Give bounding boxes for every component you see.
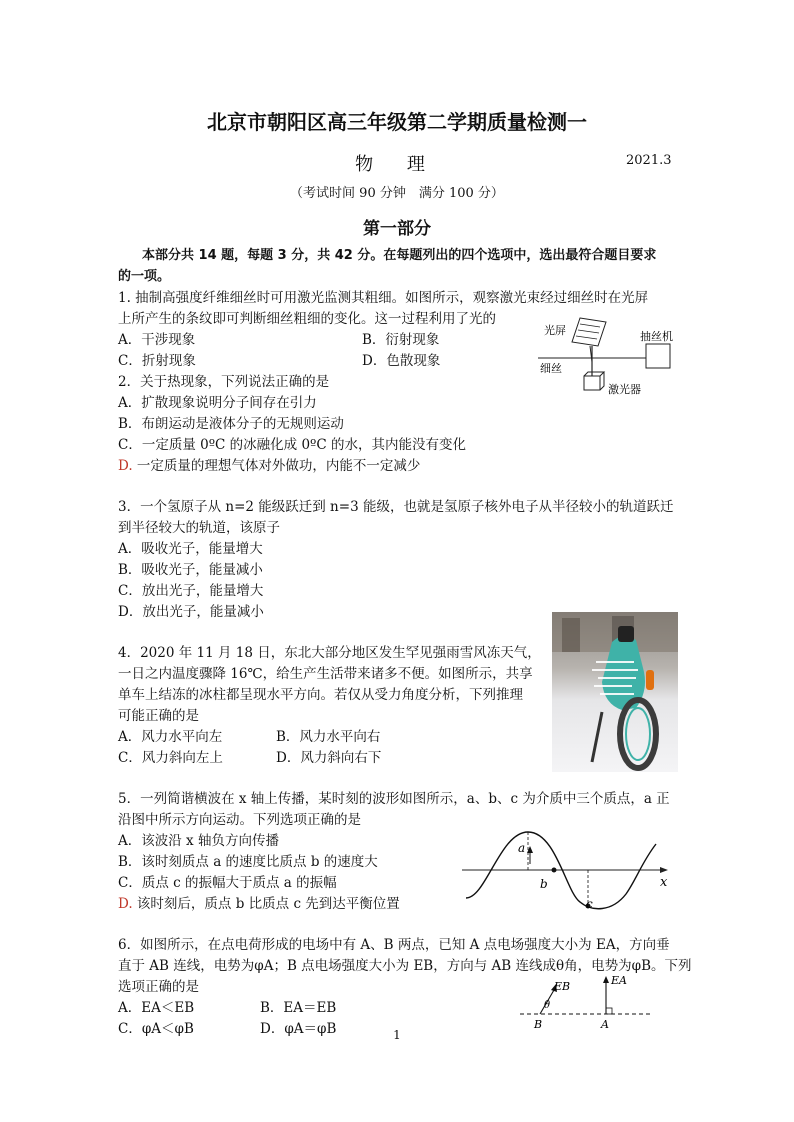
q4-option-b: B．风力水平向右 [276,729,381,745]
q4-stem-2: 一日之内温度骤降 16℃，给生产生活带来诸多不便。如图所示，共享 [118,666,533,682]
part-heading: 第一部分 [363,219,431,239]
q5-stem-2: 沿图中所示方向运动。下列选项正确的是 [118,812,361,828]
q5-option-d-letter: D. [118,896,133,912]
q6-fig-theta-label: θ [544,1000,551,1011]
q5-fig-c-label: c [586,897,593,911]
exam-date: 2021.3 [626,153,672,168]
q2-option-d-text: 一定质量的理想气体对外做功，内能不一定减少 [132,458,421,474]
q6-option-c: C．φA＜φB [118,1021,194,1037]
q4-bike-photo [552,612,678,772]
q6-option-b: B．EA＝EB [260,1000,337,1016]
q3-option-a: A．吸收光子，能量增大 [118,541,263,557]
q4-option-c: C．风力斜向左上 [118,750,223,766]
q2-option-a: A．扩散现象说明分子间存在引力 [118,395,317,411]
q5-option-d-text: 该时刻后，质点 b 比质点 c 先到达平衡位置 [132,896,400,912]
q1-fig-laser-label: 激光器 [608,383,641,396]
q1-laser-diagram [536,312,686,402]
q4-option-a: A．风力水平向左 [118,729,223,745]
q1-option-a: A．干涉现象 [118,332,196,348]
q6-fig-ea-label: EA [611,974,627,987]
q2-option-d [118,456,420,476]
q2-option-d-letter: D. [118,458,133,474]
q6-option-a: A．EA＜EB [118,1000,195,1016]
q1-option-d: D．色散现象 [362,353,441,369]
q2-option-b: B．布朗运动是液体分子的无规则运动 [118,416,344,432]
intro-line-1: 本部分共 14 题，每题 3 分，共 42 分。在每题列出的四个选项中，选出最符合题目要求 [142,248,657,263]
q3-option-c: C．放出光子，能量增大 [118,583,264,599]
q5-fig-b-label: b [540,877,548,891]
exam-note: （考试时间 90 分钟 满分 100 分） [290,186,504,201]
q6-stem-1: 6．如图所示，在点电荷形成的电场中有 A、B 两点，已知 A 点电场强度大小为 EA，方向垂 [118,937,670,953]
subject-heading: 物 理 [355,154,439,175]
q3-stem-1: 3．一个氢原子从 n=2 能级跃迁到 n=3 能级，也就是氢原子核外电子从半径较小的轨道跃迁 [118,499,674,515]
q4-stem-4: 可能正确的是 [118,708,199,724]
q6-fig-eb-label: EB [554,980,571,993]
q5-option-d [118,894,400,914]
q3-option-d: D．放出光子，能量减小 [118,604,264,620]
q1-fig-screen-label: 光屏 [544,324,566,337]
q5-wave-diagram [456,822,676,914]
q5-fig-a-label: a [518,841,526,855]
q5-option-c: C．质点 c 的振幅大于质点 a 的振幅 [118,875,337,891]
page-title: 北京市朝阳区高三年级第二学期质量检测一 [207,110,587,134]
q1-fig-wire-label: 细丝 [540,362,562,375]
q1-stem-2: 上所产生的条纹即可判断细丝粗细的变化。这一过程利用了光的 [118,311,496,327]
q1-option-c: C．折射现象 [118,353,196,369]
q5-fig-x-label: x [660,875,668,890]
q6-option-d: D．φA＝φB [260,1021,337,1037]
q5-option-b: B．该时刻质点 a 的速度比质点 b 的速度大 [118,854,378,870]
q6-stem-3: 选项正确的是 [118,979,199,995]
q1-stem-1: 1. 抽制高强度纤维细丝时可用激光监测其粗细。如图所示，观察激光束经过细丝时在光屏 [118,290,649,306]
q6-fig-a-label: A [601,1018,609,1031]
q5-stem-1: 5．一列简谐横波在 x 轴上传播，某时刻的波形如图所示，a、b、c 为介质中三个质点，a 正 [118,791,670,807]
intro-line-2: 的一项。 [118,269,171,284]
page-number: 1 [393,1028,401,1042]
q6-fig-b-label: B [534,1018,543,1031]
q6-field-diagram [516,972,656,1034]
q2-stem: 2．关于热现象，下列说法正确的是 [118,374,330,390]
q3-option-b: B．吸收光子，能量减小 [118,562,263,578]
q4-stem-1: 4．2020 年 11 月 18 日，东北大部分地区发生罕见强雨雪风冻天气， [118,645,541,661]
q6-stem-2: 直于 AB 连线，电势为φA；B 点电场强度大小为 EB，方向与 AB 连线成θ角，电势为φB。下列 [118,958,692,974]
q1-fig-machine-label: 抽丝机 [640,330,673,343]
q4-stem-3: 单车上结冻的冰柱都呈现水平方向。若仅从受力角度分析，下列推理 [118,687,523,703]
q3-stem-2: 到半径较大的轨道，该原子 [118,520,280,536]
q4-option-d: D．风力斜向右下 [276,750,382,766]
q5-option-a: A．该波沿 x 轴负方向传播 [118,833,279,849]
q2-option-c: C．一定质量 0ºC 的冰融化成 0ºC 的水，其内能没有变化 [118,437,467,453]
q1-option-b: B．衍射现象 [362,332,440,348]
